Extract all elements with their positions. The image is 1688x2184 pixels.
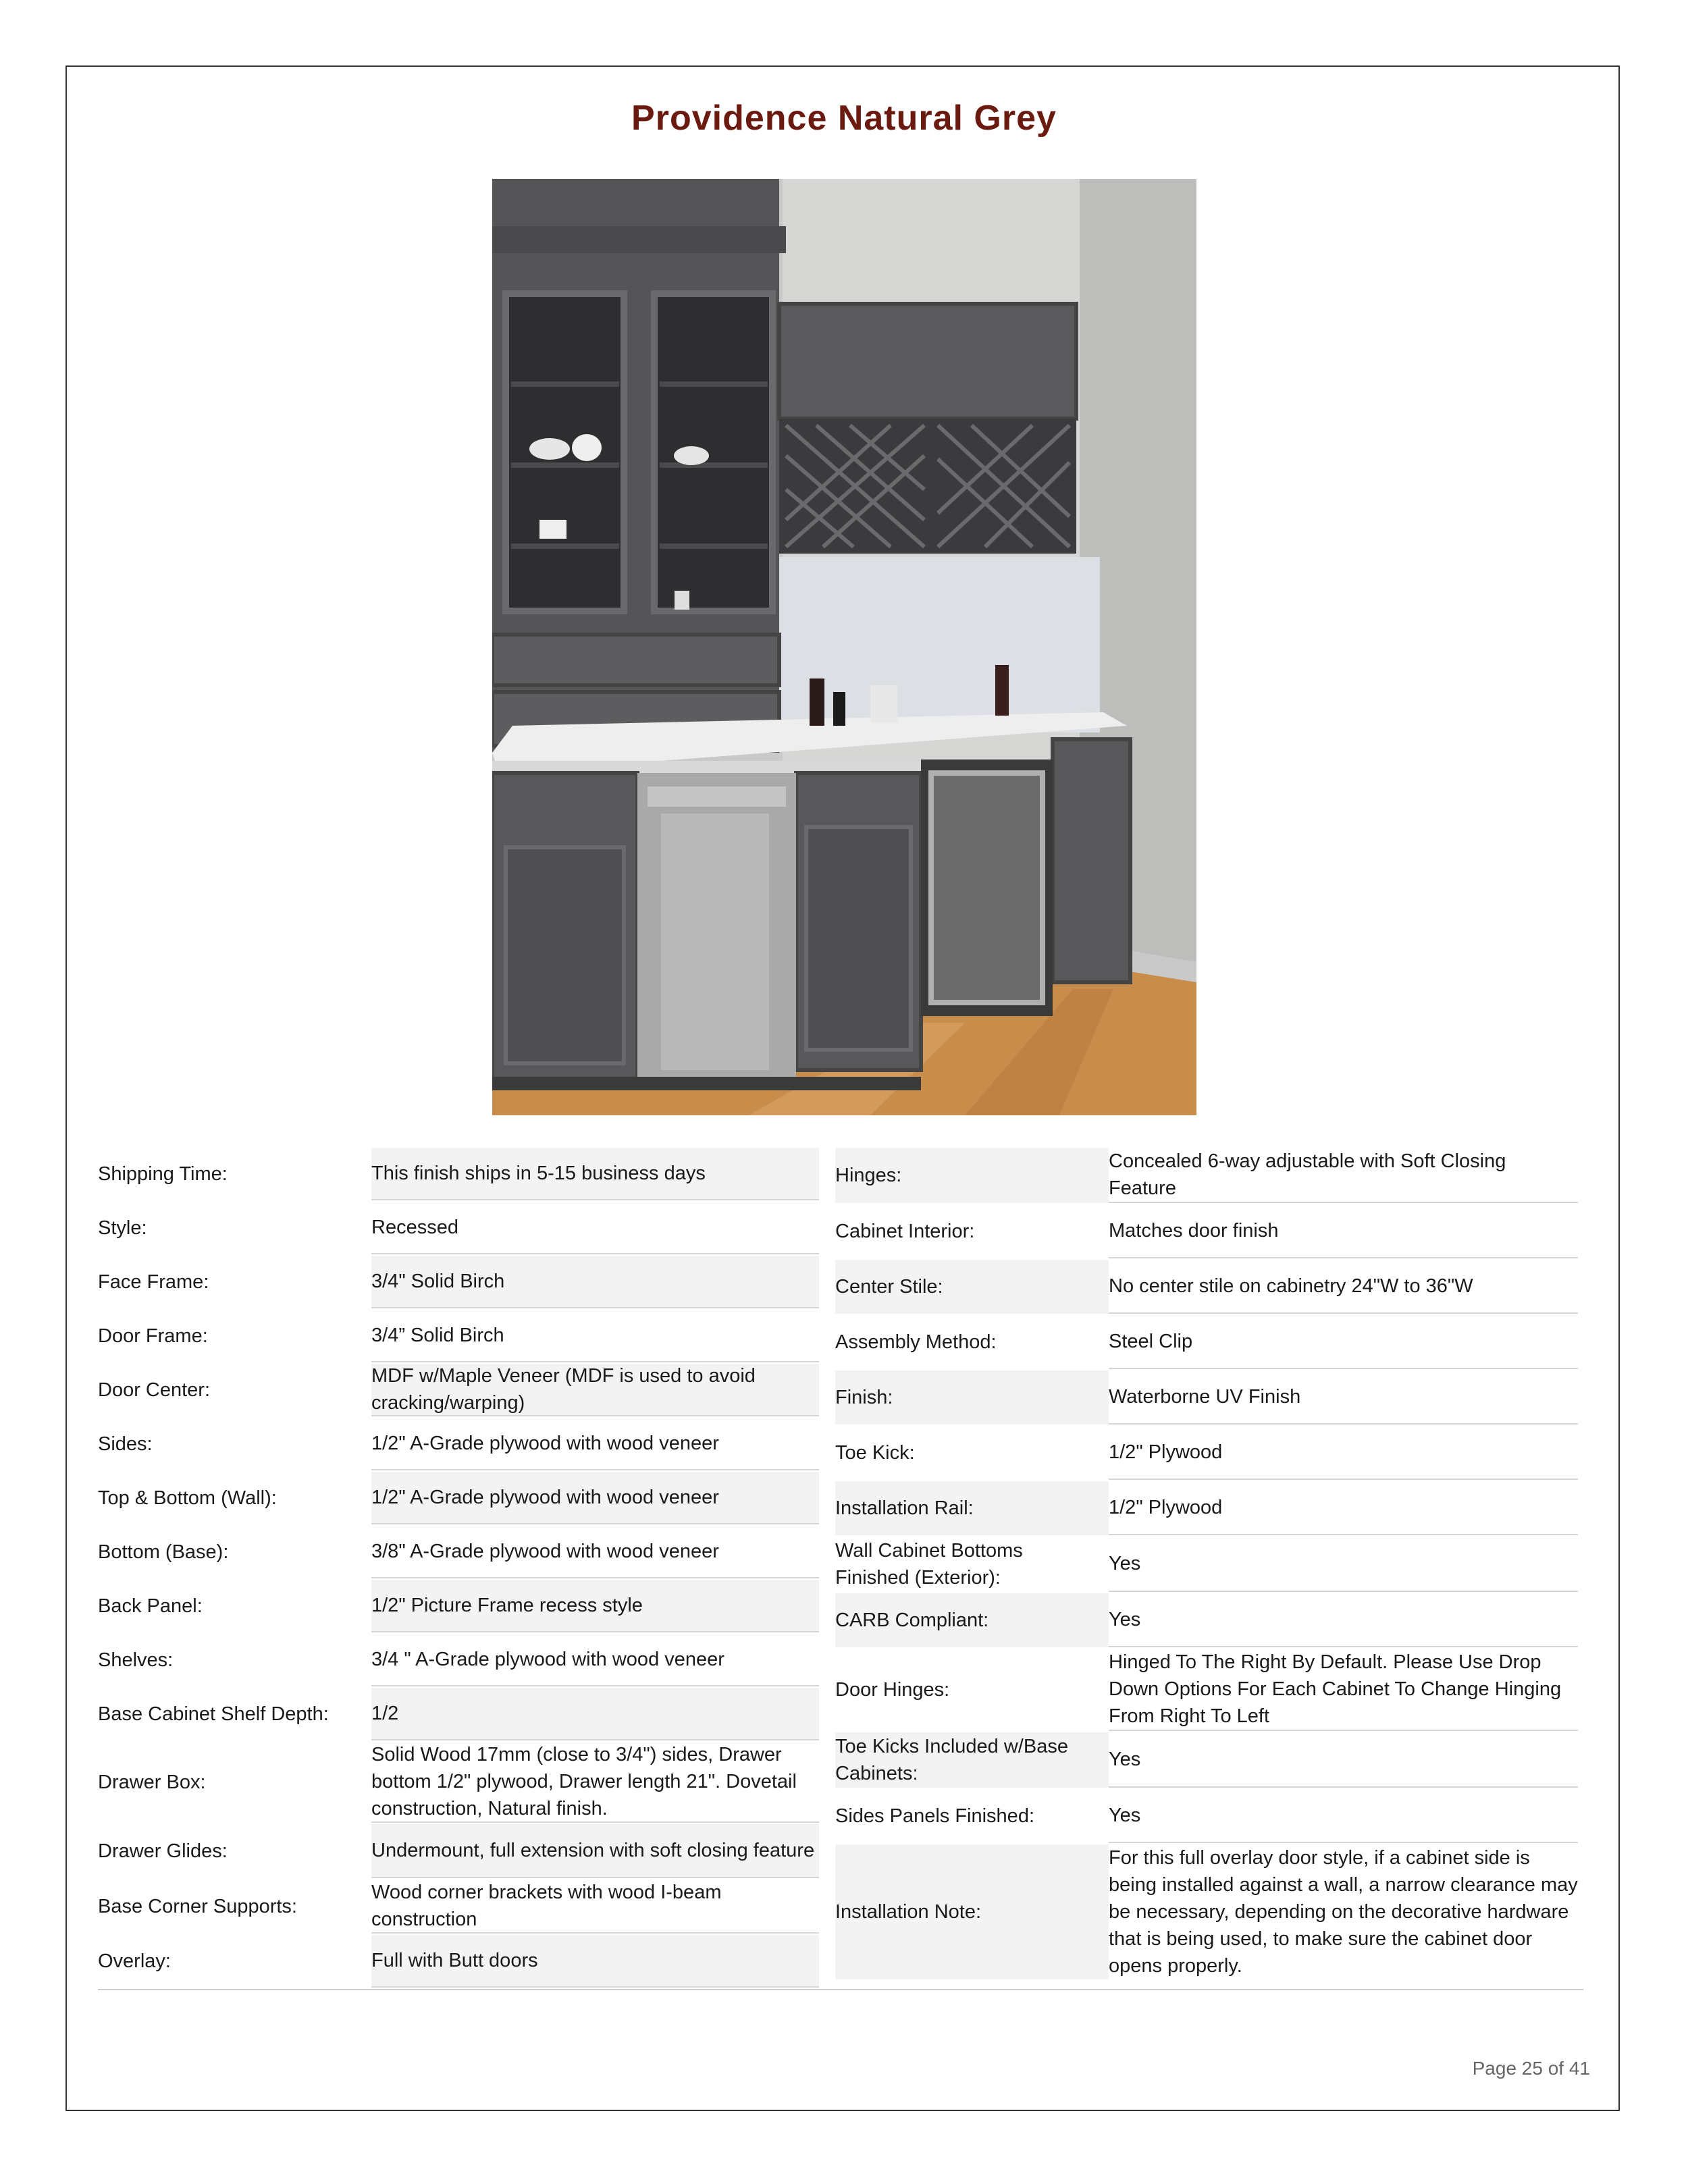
spec-label: Door Frame:	[98, 1325, 208, 1347]
spec-label: Base Corner Supports:	[98, 1896, 297, 1917]
spec-label: Face Frame:	[98, 1271, 209, 1293]
spec-row	[835, 1649, 1578, 1731]
spec-label: Center Stile:	[835, 1260, 1109, 1314]
spec-row	[98, 1580, 819, 1632]
spec-row	[835, 1426, 1578, 1480]
spec-value: 1/2" Picture Frame recess style	[371, 1580, 819, 1632]
spec-label: Hinges:	[835, 1148, 1109, 1203]
page-title: Providence Natural Grey	[631, 99, 1057, 138]
spec-value: Waterborne UV Finish	[1109, 1370, 1578, 1424]
spec-label: Overlay:	[98, 1950, 171, 1972]
spec-row	[98, 1472, 819, 1524]
spec-row	[98, 1202, 819, 1254]
spec-row	[98, 1148, 819, 1200]
spec-label: Toe Kicks Included w/Base Cabinets:	[835, 1732, 1109, 1788]
spec-row	[835, 1204, 1578, 1258]
spec-row	[98, 1688, 819, 1740]
spec-value: Undermount, full extension with soft closing feature	[371, 1824, 819, 1878]
spec-row	[835, 1732, 1578, 1788]
spec-value: 3/4" Solid Birch	[371, 1256, 819, 1308]
spec-value: Concealed 6-way adjustable with Soft Closing Feature	[1109, 1148, 1578, 1203]
spec-row	[98, 1418, 819, 1470]
spec-label: Sides:	[98, 1433, 153, 1455]
spec-label: Base Cabinet Shelf Depth:	[98, 1703, 329, 1725]
spec-value: 1/2" A-Grade plywood with wood veneer	[371, 1418, 819, 1470]
spec-value: Hinged To The Right By Default. Please Use Drop Down Options For Each Cabinet To Change Hinging From Right To Left	[1109, 1649, 1578, 1731]
spec-value: Matches door finish	[1109, 1204, 1578, 1258]
spec-row	[98, 1526, 819, 1578]
spec-value: Yes	[1109, 1593, 1578, 1647]
spec-value: 3/4 " A-Grade plywood with wood veneer	[371, 1634, 819, 1686]
spec-value: 1/2" Plywood	[1109, 1481, 1578, 1535]
spec-row	[98, 1634, 819, 1686]
spec-value: 1/2" Plywood	[1109, 1426, 1578, 1480]
spec-value: Full with Butt doors	[371, 1935, 819, 1988]
spec-label: CARB Compliant:	[835, 1593, 1109, 1647]
spec-label: Installation Note:	[835, 1844, 1109, 1979]
spec-row	[835, 1844, 1578, 1979]
spec-label: Drawer Box:	[98, 1772, 206, 1793]
spec-label: Wall Cabinet Bottoms Finished (Exterior):	[835, 1540, 1023, 1589]
spec-value: Wood corner brackets with wood I-beam construction	[371, 1880, 819, 1934]
spec-row	[835, 1315, 1578, 1369]
spec-row	[835, 1370, 1578, 1424]
spec-label: Drawer Glides:	[98, 1840, 228, 1862]
table-bottom-rule	[98, 1989, 1583, 1990]
spec-row	[98, 1824, 819, 1878]
spec-value: 3/4” Solid Birch	[371, 1310, 819, 1362]
spec-label: Toe Kick:	[835, 1442, 915, 1464]
spec-label: Assembly Method:	[835, 1331, 997, 1353]
spec-row	[835, 1481, 1578, 1535]
spec-label: Style:	[98, 1217, 147, 1239]
spec-label: Shelves:	[98, 1649, 174, 1671]
spec-row	[98, 1880, 819, 1934]
spec-value: Recessed	[371, 1202, 819, 1254]
spec-label: Cabinet Interior:	[835, 1221, 975, 1242]
spec-row	[98, 1364, 819, 1416]
spec-value: This finish ships in 5-15 business days	[371, 1148, 819, 1200]
spec-row	[835, 1148, 1578, 1203]
spec-row	[98, 1256, 819, 1308]
spec-label: Door Hinges:	[835, 1679, 950, 1701]
spec-value: MDF w/Maple Veneer (MDF is used to avoid cracking/warping)	[371, 1364, 819, 1416]
page-number: Page 25 of 41	[1472, 2058, 1590, 2079]
spec-label: Top & Bottom (Wall):	[98, 1487, 277, 1509]
spec-value: Yes	[1109, 1789, 1578, 1843]
spec-row	[98, 1310, 819, 1362]
spec-row	[835, 1260, 1578, 1314]
spec-value: Solid Wood 17mm (close to 3/4") sides, Drawer bottom 1/2" plywood, Drawer length 21". Dovetail construction, Natural finish.	[371, 1742, 819, 1823]
spec-value: Steel Clip	[1109, 1315, 1578, 1369]
spec-value: For this full overlay door style, if a cabinet side is being installed against a wall, a narrow clearance may be necessary, depending on the decorative hardware that is being used, to make sure the cabinet door opens properly.	[1109, 1847, 1578, 1977]
spec-value: 1/2	[371, 1688, 819, 1740]
spec-label: Back Panel:	[98, 1595, 203, 1617]
spec-row	[835, 1537, 1578, 1592]
spec-label: Finish:	[835, 1370, 1109, 1424]
spec-label: Bottom (Base):	[98, 1541, 229, 1563]
spec-row	[98, 1742, 819, 1823]
spec-value: Yes	[1109, 1732, 1578, 1788]
product-photo	[492, 179, 1196, 1115]
spec-label: Door Center:	[98, 1379, 211, 1401]
spec-value: 3/8" A-Grade plywood with wood veneer	[371, 1526, 819, 1578]
spec-row	[835, 1593, 1578, 1647]
spec-value: Yes	[1109, 1537, 1578, 1592]
spec-value: No center stile on cabinetry 24"W to 36"W	[1109, 1260, 1578, 1314]
spec-label: Installation Rail:	[835, 1481, 1109, 1535]
spec-value: 1/2" A-Grade plywood with wood veneer	[371, 1472, 819, 1524]
spec-row	[835, 1789, 1578, 1843]
spec-row	[98, 1935, 819, 1988]
spec-label: Sides Panels Finished:	[835, 1805, 1034, 1827]
spec-label: Shipping Time:	[98, 1163, 228, 1185]
